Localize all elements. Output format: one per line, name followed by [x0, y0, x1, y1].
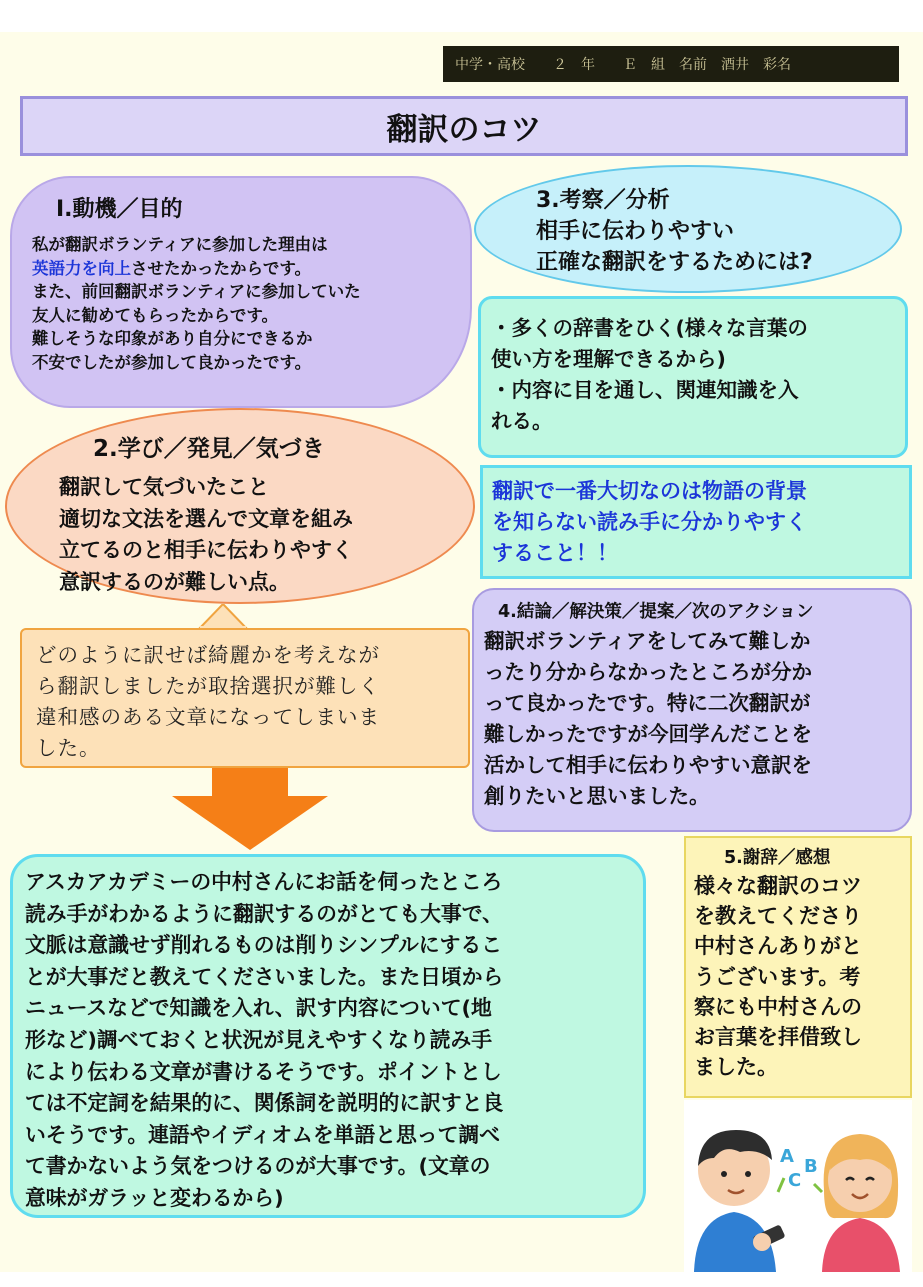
motivation-line	[32, 257, 361, 281]
thanks-line: うございます。考	[694, 964, 861, 989]
motivation-line: 私が翻訳ボランティアに参加した理由は	[32, 235, 328, 254]
analysis-ellipse	[474, 165, 902, 293]
advice-line: いそうです。連語やイディオムを単語と思って調べ	[25, 1122, 500, 1147]
thanks-line: 様々な翻訳のコツ	[694, 874, 862, 898]
tips-line: ・内容に目を通し、関連知識を入	[491, 378, 799, 402]
advice-line: ては不定詞を結果的に、関係詞を説明的に訳すと良	[25, 1091, 504, 1116]
title-banner	[20, 96, 908, 156]
motivation-line: 難しそうな印象があり自分にできるか	[32, 329, 313, 348]
thanks-line: お言葉を拝借致し	[694, 1025, 862, 1050]
analysis-line: 正確な翻訳をするためには?	[536, 250, 813, 275]
learning-line: 翻訳して気づいたこと	[59, 475, 269, 499]
learning-line: 意訳するのが難しい点。	[59, 569, 290, 594]
learning-heading: 2.学び／発見／気づき	[93, 436, 325, 462]
advice-box	[10, 854, 646, 1218]
page-title: 翻訳のコツ	[386, 111, 542, 148]
learning-ellipse	[5, 408, 475, 604]
conclusion-box	[472, 588, 912, 832]
down-arrow-icon	[170, 768, 330, 850]
advice-line: により伝わる文章が書けるそうです。ポイントとし	[25, 1059, 502, 1084]
thanks-line: 察にも中村さんの	[694, 994, 862, 1019]
thanks-line: を教えてくださり	[694, 904, 862, 929]
conclusion-heading: 4.結論／解決策／提案／次のアクション	[498, 602, 814, 622]
advice-line: 意味がガラッと変わるから)	[25, 1185, 284, 1210]
callout-pointer	[198, 604, 248, 630]
tips-box	[478, 296, 908, 458]
analysis-heading: 3.考察／分析	[536, 188, 670, 213]
girl-figure	[822, 1134, 900, 1272]
thanks-box	[684, 836, 912, 1098]
analysis-text	[536, 185, 813, 278]
motivation-line-rest: させたかったからです。	[131, 258, 312, 278]
thanks-body	[694, 871, 910, 1082]
learning-body	[59, 472, 353, 598]
motivation-body	[32, 233, 361, 374]
motivation-heading: Ⅰ.動機／目的	[56, 197, 183, 222]
translation-app-illustration	[684, 1100, 912, 1272]
key-point-line: 翻訳で一番大切なのは物語の背景	[492, 479, 807, 503]
advice-line: 読み手がわかるように翻訳するのがとても大事で、	[25, 901, 503, 926]
conclusion-line: ったり分からなかったところが分か	[484, 660, 812, 684]
advice-line: アスカアカデミーの中村さんにお話を伺ったところ	[25, 870, 503, 894]
advice-line: 文脈は意識せず削れるものは削りシンプルにするこ	[25, 933, 502, 958]
callout-line: ら翻訳しましたが取捨選択が難しく	[36, 674, 380, 698]
motivation-panel	[10, 176, 472, 408]
callout-line: した。	[36, 736, 101, 760]
letter-c: C	[788, 1170, 802, 1191]
letter-b: B	[804, 1156, 818, 1177]
conclusion-line: って良かったです。特に二次翻訳が	[484, 691, 811, 715]
highlight-text: 英語力を向上	[32, 258, 131, 278]
advice-line: て書かないよう気をつけるのが大事です。(文章の	[25, 1154, 491, 1179]
conclusion-body	[484, 626, 910, 812]
thanks-line: ました。	[694, 1055, 778, 1080]
advice-line: とが大事だと教えてくださいました。また日頃から	[25, 964, 504, 989]
advice-line: 形など)調べておくと状況が見えやすくなり読み手	[25, 1027, 493, 1052]
advice-line: ニュースなどで知識を入れ、訳す内容について(地	[25, 996, 492, 1021]
student-info-bar	[443, 46, 899, 82]
learning-line: 立てるのと相手に伝わりやすく	[59, 538, 353, 562]
reflection-callout	[20, 628, 470, 768]
thanks-heading: 5.謝辞／感想	[724, 848, 831, 868]
key-point-line: すること！！	[492, 541, 618, 565]
conclusion-line: 翻訳ボランティアをしてみて難しか	[484, 629, 811, 653]
thanks-line: 中村さんありがと	[694, 934, 862, 959]
key-point-line: を知らない読み手に分かりやすく	[492, 510, 807, 534]
tips-line: 使い方を理解できるから)	[491, 347, 726, 371]
letter-a: A	[780, 1146, 794, 1167]
motivation-line: 不安でしたが参加して良かったです。	[32, 352, 312, 372]
conclusion-line: 難しかったですが今回学んだことを	[484, 722, 812, 746]
key-point-box	[480, 465, 912, 579]
student-info-text: 中学・高校 ２ 年 Ｅ 組 名前 酒井 彩名	[455, 57, 791, 73]
motivation-line: また、前回翻訳ボランティアに参加していた	[32, 282, 361, 301]
tips-line: れる。	[491, 409, 553, 433]
callout-line: どのように訳せば綺麗かを考えなが	[36, 643, 380, 667]
motivation-line: 友人に勧めてもらったからです。	[32, 305, 279, 325]
learning-line: 適切な文法を選んで文章を組み	[59, 506, 353, 531]
analysis-line: 相手に伝わりやすい	[536, 219, 735, 244]
tips-line: ・多くの辞書をひく(様々な言葉の	[491, 316, 808, 340]
callout-line: 違和感のある文章になってしまいま	[36, 705, 380, 729]
conclusion-line: 活かして相手に伝わりやすい意訳を	[484, 753, 812, 777]
conclusion-line: 創りたいと思いました。	[484, 784, 710, 808]
